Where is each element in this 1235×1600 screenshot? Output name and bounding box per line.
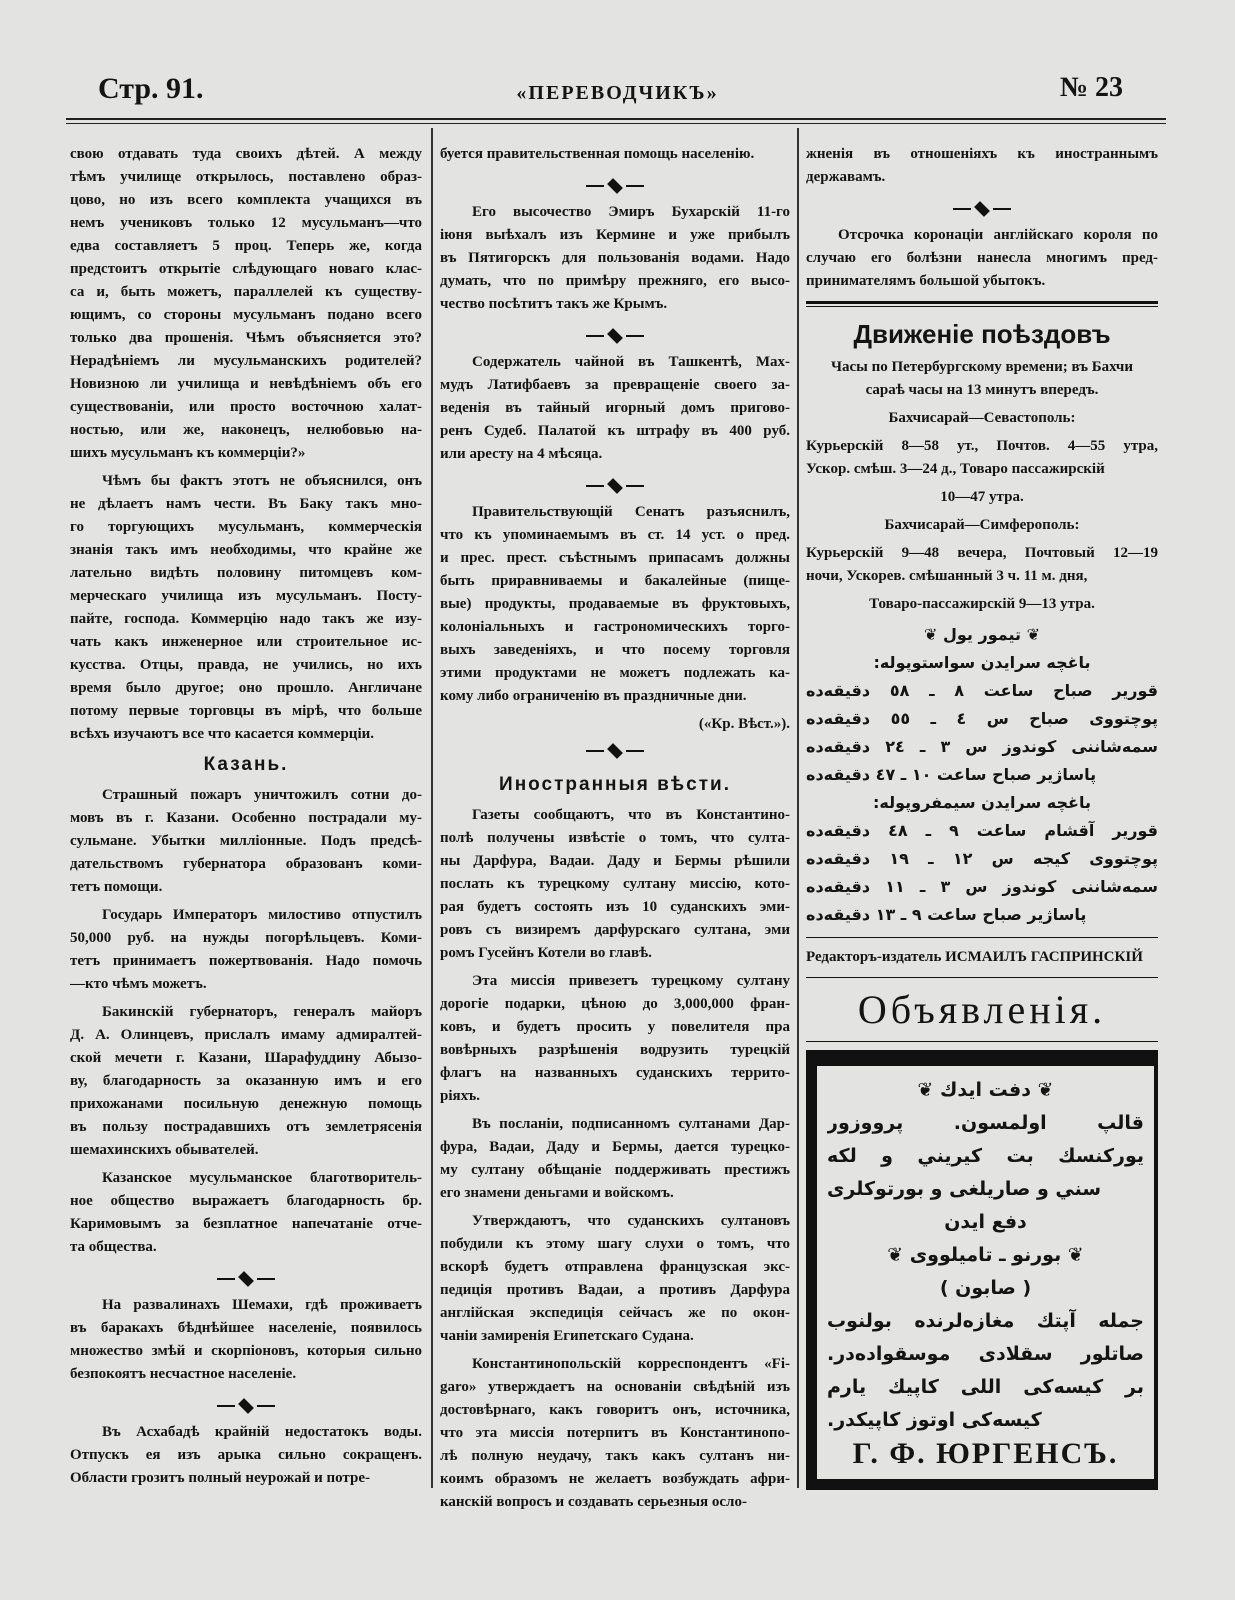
issue-number: № 23 bbox=[1059, 72, 1123, 103]
text-line: ромъ Гусейнъ Котели во главѣ. bbox=[440, 945, 652, 961]
text-line: يورکنسك بت کيريني و لکه bbox=[827, 1145, 1144, 1167]
text-line: существованіи, или просто восточною халат- bbox=[70, 399, 422, 415]
diamond-ornament-icon bbox=[607, 478, 623, 494]
text-line: سني و صاريلغی و بورتوکلری bbox=[827, 1178, 1102, 1200]
text-line: garo» утверждаетъ на основаніи свѣдѣній изъ bbox=[440, 1379, 790, 1395]
column-2 bbox=[440, 143, 790, 1519]
paragraph bbox=[70, 904, 422, 996]
text-line: Нерадѣніемъ ли мусульманскихъ родителей? bbox=[70, 353, 422, 369]
text-line: Каримовымъ за безплатное напечатаніе отче- bbox=[70, 1216, 422, 1232]
page-number: Стр. 91. bbox=[98, 72, 204, 105]
text-line: флагъ на названныхъ суданскихъ террито- bbox=[440, 1065, 790, 1081]
text-line: думать, что по примѣру прежняго, его высо- bbox=[440, 273, 790, 289]
text-line: دفع ايدن bbox=[944, 1211, 1027, 1233]
paragraph bbox=[827, 1305, 1144, 1437]
text-line: ровъ съ визиремъ дарфурскаго султана, эми bbox=[440, 922, 790, 938]
text-line: Бахчисарай—Симферополь: bbox=[884, 517, 1080, 533]
column-divider bbox=[431, 128, 433, 1488]
text-line: ное общество выражаетъ благодарность бр. bbox=[70, 1193, 422, 1209]
text-line: Въ Асхабадѣ крайній недостатокъ воды. bbox=[102, 1424, 422, 1440]
text-line: پوچتووی صباح س ٤ ـ ٥٥ دقيقه‌ده bbox=[806, 709, 1158, 728]
paragraph bbox=[440, 970, 790, 1108]
dash bbox=[257, 1278, 275, 1280]
advertiser-name: Г. Ф. ЮРГЕНСЪ. bbox=[852, 1437, 1119, 1470]
text-line: канскій вопросъ и создавать серьезныя осло- bbox=[440, 1494, 747, 1510]
paragraph bbox=[827, 1206, 1144, 1305]
text-line: —кто чѣмъ можетъ. bbox=[70, 976, 207, 992]
paragraph bbox=[440, 143, 790, 166]
text-line: Эта миссія привезетъ турецкому султану bbox=[472, 973, 790, 989]
text-line: Ускор. смѣш. 3—24 д., Товаро пассажирскій bbox=[806, 461, 1105, 477]
paragraph bbox=[806, 514, 1158, 537]
text-line: время было другое; оно прошло. Англичане bbox=[70, 680, 422, 696]
text-line: этими продуктами не можетъ подлежать ка- bbox=[440, 665, 790, 681]
section-heading: Казань. bbox=[203, 754, 289, 775]
text-line: немъ учениковъ только 12 мусульманъ—что bbox=[70, 215, 422, 231]
separator-ornament bbox=[70, 1391, 422, 1421]
dash bbox=[626, 185, 644, 187]
dash bbox=[626, 750, 644, 752]
paragraph bbox=[70, 1001, 422, 1162]
separator-ornament bbox=[440, 321, 790, 351]
text-line: или аресту на 4 мѣсяца. bbox=[440, 446, 603, 462]
text-line: 50,000 руб. на нужды погорѣльцевъ. Коми- bbox=[70, 930, 422, 946]
ad-header bbox=[827, 1074, 1144, 1107]
text-line: Бакинскій губернаторъ, генералъ майоръ bbox=[102, 1004, 422, 1020]
text-line: ской мечети г. Казани, Шарафуддину Абызо- bbox=[70, 1050, 422, 1066]
text-line: что къ упоминаемымъ въ ст. 14 уст. о пред. bbox=[440, 527, 790, 543]
text-line: قورير صباح ساعت ٨ ـ ٥٨ دقيقه‌ده bbox=[806, 681, 1158, 700]
dash bbox=[257, 1405, 275, 1407]
text-line: ностью, или же, наконецъ, нелюбовью на- bbox=[70, 422, 422, 438]
text-line: іюня выѣхалъ изъ Кермине и уже прибылъ bbox=[440, 227, 790, 243]
text-line: Константинопольскій корреспондентъ «Fi- bbox=[472, 1356, 790, 1372]
text-line: ( صابون ) bbox=[939, 1277, 1032, 1299]
text-line: чество посѣтитъ такъ же Крымъ. bbox=[440, 296, 668, 312]
text-line: тѣмъ училище открылось, поставлено образ- bbox=[70, 169, 422, 185]
diamond-ornament-icon bbox=[607, 743, 623, 759]
text-line: Правительствующій Сенатъ разъяснилъ, bbox=[472, 504, 790, 520]
text-line: قالپ اولمسون. پرووزور bbox=[827, 1112, 1144, 1134]
text-line: («Кр. Вѣст.»). bbox=[698, 716, 790, 732]
text-line: пайте, господа. Коммерцію надо такъ же изу- bbox=[70, 611, 422, 627]
rule bbox=[806, 1041, 1158, 1042]
text-line: بر کيسه‌کی اللی کاپيك يارم bbox=[827, 1376, 1144, 1398]
header-rule bbox=[66, 118, 1166, 120]
text-line: Новизною ли училища и невѣдѣніемъ объ его bbox=[70, 376, 422, 392]
paragraph bbox=[806, 789, 1158, 817]
paragraph bbox=[806, 356, 1158, 402]
paragraph bbox=[70, 1421, 422, 1490]
paragraph bbox=[70, 143, 422, 465]
text-line: ренъ Судеб. Палатой къ штрафу въ 400 руб. bbox=[440, 423, 790, 439]
text-line: پاساژير صباح ساعت ١٠ ـ ٤٧ دقيقه‌ده bbox=[806, 765, 1097, 784]
text-line: Отпускъ ея изъ арыка сильно сокращенъ. bbox=[70, 1447, 422, 1463]
text-line: послать къ турецкому султану миссію, кото- bbox=[440, 876, 790, 892]
dash bbox=[586, 485, 604, 487]
rule bbox=[806, 977, 1158, 978]
text-line: всѣхъ изучаютъ все что касается коммерціи. bbox=[70, 726, 375, 742]
paragraph bbox=[440, 351, 790, 466]
text-line: педиція противъ Вадаи, а противъ Дарфура bbox=[440, 1282, 790, 1298]
text-line: знанія такъ имъ необходимы, что крайне же bbox=[70, 542, 422, 558]
paragraph bbox=[806, 677, 1158, 789]
text-line: Часы по Петербургскому времени; въ Бахчи bbox=[830, 359, 1134, 375]
paragraph bbox=[806, 542, 1158, 588]
text-line: рая будетъ состоять изъ 10 суданскихъ эми- bbox=[440, 899, 790, 915]
text-line: прихожанами посильную денежную помощь bbox=[70, 1096, 422, 1112]
text-line: باغچه سرايدن سيمفروپوله: bbox=[873, 793, 1091, 812]
text-line: буется правительственная помощь населенію. bbox=[440, 146, 755, 162]
separator-ornament bbox=[440, 471, 790, 501]
double-rule bbox=[806, 301, 1158, 307]
text-line: ріяхъ. bbox=[440, 1088, 481, 1104]
text-line: Области грозитъ полный неурожай и потре- bbox=[70, 1470, 370, 1486]
text-line: پوچتووی کيجه س ١٢ ـ ١٩ دقيقه‌ده bbox=[806, 849, 1158, 868]
text-line: Редакторъ-издатель ИСМАИЛЪ ГАСПРИНСКІЙ bbox=[806, 949, 1143, 965]
section-title: Движеніе поѣздовъ bbox=[853, 319, 1111, 349]
dash bbox=[586, 335, 604, 337]
dash bbox=[626, 335, 644, 337]
text-line: веденія въ тайный игорный домъ пригово- bbox=[440, 400, 790, 416]
paragraph bbox=[70, 1294, 422, 1386]
paragraph bbox=[440, 201, 790, 316]
text-line: цово, но изъ всего комплекта учащихся въ bbox=[70, 192, 422, 208]
separator-ornament bbox=[440, 171, 790, 201]
text-line: Содержатель чайной въ Ташкентѣ, Мах- bbox=[472, 354, 790, 370]
dash bbox=[586, 750, 604, 752]
text-line: ву, благодарность за оказанную имъ и его bbox=[70, 1073, 422, 1089]
rule bbox=[806, 937, 1158, 938]
text-line: жненія въ отношеніяхъ къ иностраннымъ bbox=[806, 146, 1158, 162]
diamond-ornament-icon bbox=[238, 1271, 254, 1287]
text-line: сараѣ часы на 13 минутъ впередъ. bbox=[865, 382, 1099, 398]
dash bbox=[217, 1278, 235, 1280]
text-line: колоніальныхъ и гастрономическихъ торго- bbox=[440, 619, 790, 635]
diamond-ornament-icon bbox=[974, 201, 990, 217]
paragraph bbox=[440, 1113, 790, 1205]
text-line: шемахинскихъ обывателей. bbox=[70, 1142, 259, 1158]
text-line: Товаро-пассажирскій 9—13 утра. bbox=[869, 596, 1095, 612]
newspaper-title: «ПЕРЕВОДЧИКЪ» bbox=[516, 82, 719, 104]
text-line: множество змѣй и скорпіоновъ, которыя сильно bbox=[70, 1343, 422, 1359]
text-line: сульмане. Убытки милліонные. Подъ предсѣ- bbox=[70, 833, 422, 849]
dash bbox=[953, 208, 971, 210]
column-1 bbox=[70, 143, 422, 1495]
diamond-ornament-icon bbox=[607, 178, 623, 194]
text-line: Д. А. Олинцевъ, прислалъ имаму адмиралтей- bbox=[70, 1027, 422, 1043]
paragraph bbox=[440, 804, 790, 965]
text-line: дорогіе подарки, цѣною до 3,000,000 фран- bbox=[440, 996, 790, 1012]
paragraph bbox=[70, 470, 422, 746]
text-line: Чѣмъ бы фактъ этотъ не объяснился, онъ bbox=[102, 473, 422, 489]
text-line: выхъ заведеніяхъ, и что посему торговля bbox=[440, 642, 790, 658]
text-line: са и, быть можетъ, параллелей къ существу- bbox=[70, 284, 422, 300]
text-line: потому первые торговцы въ мірѣ, что больше bbox=[70, 703, 422, 719]
text-line: случаю его болѣзни нанесла многимъ пред- bbox=[806, 250, 1158, 266]
paragraph bbox=[806, 435, 1158, 481]
text-line: фура, Вадаи, Даду и Бермы, дается турецко- bbox=[440, 1139, 790, 1155]
paragraph bbox=[440, 501, 790, 708]
ads-heading: Объявленія. bbox=[857, 987, 1107, 1032]
text-line: въ пользу пострадавшихъ отъ землетрясенія bbox=[70, 1119, 422, 1135]
text-line: вые) продукты, продаваемые въ фруктовыхъ, bbox=[440, 596, 790, 612]
paragraph bbox=[806, 407, 1158, 430]
separator-ornament bbox=[440, 736, 790, 766]
text-line: Утверждаютъ, что суданскихъ султановъ bbox=[472, 1213, 790, 1229]
text-line: ❦ بورنو ـ تاميلووی ❦ bbox=[887, 1244, 1084, 1266]
text-line: англійская экспедиція сейчасъ же по окон- bbox=[440, 1305, 790, 1321]
text-line: му султану обѣщаніе поддерживать престижъ bbox=[440, 1162, 790, 1178]
text-line: достовѣрнаго, какъ говоритъ онъ, источника, bbox=[440, 1402, 790, 1418]
column-3 bbox=[806, 143, 1158, 1490]
text-line: лательно видѣть половину питомцевъ ком- bbox=[70, 565, 422, 581]
text-line: свою отдавать туда своихъ дѣтей. А между bbox=[70, 146, 422, 162]
text-line: его знамени деньгами и войскомъ. bbox=[440, 1185, 674, 1201]
text-line: Отсрочка коронаціи англійскаго короля по bbox=[838, 227, 1158, 243]
text-line: чаніи замиренія Египетскаго Судана. bbox=[440, 1328, 694, 1344]
text-line: въ Пятигорскъ для пользованія водами. Надо bbox=[440, 250, 790, 266]
text-line: Страшный пожаръ уничтожилъ сотни до- bbox=[102, 787, 422, 803]
text-line: безпокоятъ несчастное населеніе. bbox=[70, 1366, 297, 1382]
paragraph bbox=[806, 593, 1158, 616]
dash bbox=[626, 485, 644, 487]
text-line: قورير آقشام ساعت ٩ ـ ٤٨ دقيقه‌ده bbox=[806, 821, 1158, 840]
text-line: ны Дарфура, Вадаи. Даду и Бермы рѣшили bbox=[440, 853, 790, 869]
text-line: Его высочество Эмиръ Бухарскій 11-го bbox=[472, 204, 790, 220]
text-line: мерческаго училища изъ мусульманъ. Посту- bbox=[70, 588, 422, 604]
text-line: кому либо ограниченію въ праздничные дни. bbox=[440, 688, 747, 704]
text-line: и прес. прест. съѣстнымъ припасамъ должны bbox=[440, 550, 790, 566]
paragraph bbox=[827, 1107, 1144, 1206]
text-line: 10—47 утра. bbox=[940, 489, 1024, 505]
header-rule-thin bbox=[66, 123, 1166, 124]
paragraph bbox=[440, 1353, 790, 1514]
dash bbox=[993, 208, 1011, 210]
paragraph bbox=[806, 946, 1158, 969]
text-line: чать какъ инженерное или строительное ис- bbox=[70, 634, 422, 650]
text-line: коимъ образомъ не желаетъ возбуждать афри- bbox=[440, 1471, 790, 1487]
text-line: کيسه‌کی اوتوز کاپيکدر. bbox=[827, 1409, 1042, 1431]
text-line: ❦ دفت ايدك ❦ bbox=[917, 1079, 1054, 1101]
diamond-ornament-icon bbox=[238, 1398, 254, 1414]
text-line: Курьерскій 8—58 ут., Почтов. 4—55 утра, bbox=[806, 438, 1158, 454]
text-line: мудъ Латифбаевъ за превращеніе своего за- bbox=[440, 377, 790, 393]
text-line: быть приравниваемы и бакалейные (пище- bbox=[440, 573, 790, 589]
text-line: پاساژير صباح ساعت ٩ ـ ١٣ دقيقه‌ده bbox=[806, 905, 1087, 924]
text-line: سمه‌شاننی کوندوز س ٣ ـ ٢٤ دقيقه‌ده bbox=[806, 737, 1158, 756]
text-line: вскорѣ будетъ отправлена французская экс- bbox=[440, 1259, 790, 1275]
separator-ornament bbox=[806, 194, 1158, 224]
text-line: Курьерскій 9—48 вечера, Почтовый 12—19 bbox=[806, 545, 1158, 561]
text-line: не дѣлаетъ намъ чести. Въ Баку такъ мно- bbox=[70, 496, 422, 512]
text-line: Государь Императоръ милостиво отпустилъ bbox=[102, 907, 422, 923]
text-line: سمه‌شاننی کوندوز س ٣ ـ ١١ دقيقه‌ده bbox=[806, 877, 1158, 896]
text-line: шихъ мусульманъ къ коммерціи?» bbox=[70, 445, 306, 461]
text-line: Казанское мусульманское благотворитель- bbox=[102, 1170, 422, 1186]
paragraph bbox=[70, 784, 422, 899]
text-line: Бахчисарай—Севастополь: bbox=[888, 410, 1076, 426]
text-line: тетъ помощи. bbox=[70, 879, 163, 895]
text-line: тетъ принимаетъ пожертвованія. Надо помочь bbox=[70, 953, 422, 969]
text-line: Газеты сообщаютъ, что въ Константино- bbox=[472, 807, 790, 823]
text-line: мовъ въ г. Казани. Особенно пострадали му- bbox=[70, 810, 422, 826]
text-line: جمله آپتك مغازه‌لرنده بولنوب bbox=[827, 1310, 1144, 1332]
paragraph bbox=[440, 1210, 790, 1348]
paragraph bbox=[806, 224, 1158, 293]
text-line: ковъ, и будетъ просить у повелителя пра bbox=[440, 1019, 790, 1035]
section-heading: Иностранныя вѣсти. bbox=[499, 774, 731, 795]
text-line: въ баракахъ бѣднѣйшее населеніе, появилось bbox=[70, 1320, 422, 1336]
diamond-ornament-icon bbox=[607, 328, 623, 344]
text-line: На развалинахъ Шемахи, гдѣ проживаетъ bbox=[102, 1297, 422, 1313]
separator-ornament bbox=[70, 1264, 422, 1294]
paragraph bbox=[806, 621, 1158, 677]
text-line: только два прошенія. Чѣмъ объясняется это? bbox=[70, 330, 422, 346]
text-line: та общества. bbox=[70, 1239, 157, 1255]
text-line: кусства. Отцы, правда, не учились, но ихъ bbox=[70, 657, 422, 673]
text-line: ющимъ, со стороны мусульманъ подано всего bbox=[70, 307, 422, 323]
text-line: что эта миссія потерпитъ въ Константинопо- bbox=[440, 1425, 790, 1441]
dash bbox=[217, 1405, 235, 1407]
text-line: принимателямъ большой убытокъ. bbox=[806, 273, 1046, 289]
text-line: Въ посланіи, подписанномъ султанами Дар- bbox=[472, 1116, 790, 1132]
paragraph bbox=[806, 143, 1158, 189]
text-line: едва составляетъ 5 проц. Теперь же, когда bbox=[70, 238, 422, 254]
text-line: вовѣрныхъ разрѣшенія водрузить турецкій bbox=[440, 1042, 790, 1058]
paragraph bbox=[440, 713, 790, 736]
text-line: ночи, Ускорев. смѣшанный 3 ч. 11 м. дня, bbox=[806, 568, 1088, 584]
paragraph bbox=[70, 1167, 422, 1259]
text-line: дательствомъ губернатора образованъ коми- bbox=[70, 856, 422, 872]
text-line: باغچه سرايدن سواستوپوله: bbox=[873, 653, 1091, 672]
text-line: полѣ получены извѣстіе о томъ, что султа- bbox=[440, 830, 790, 846]
text-line: го торгующихъ мусульманъ, коммерческія bbox=[70, 519, 422, 535]
text-line: побудили къ этому шагу слухи о томъ, что bbox=[440, 1236, 790, 1252]
advertisement-box bbox=[806, 1050, 1158, 1490]
text-line: лѣ полную неудачу, такъ какъ султанъ ни- bbox=[440, 1448, 790, 1464]
paragraph bbox=[806, 486, 1158, 509]
text-line: державамъ. bbox=[806, 169, 886, 185]
text-line: ❦ تيمور يول ❦ bbox=[924, 625, 1040, 644]
dash bbox=[586, 185, 604, 187]
column-divider bbox=[797, 128, 799, 1488]
paragraph bbox=[806, 817, 1158, 929]
text-line: предстоитъ открытіе слѣдующаго новаго клас- bbox=[70, 261, 422, 277]
text-line: صاتلور سقلادی موسقواده‌در. bbox=[827, 1343, 1144, 1365]
